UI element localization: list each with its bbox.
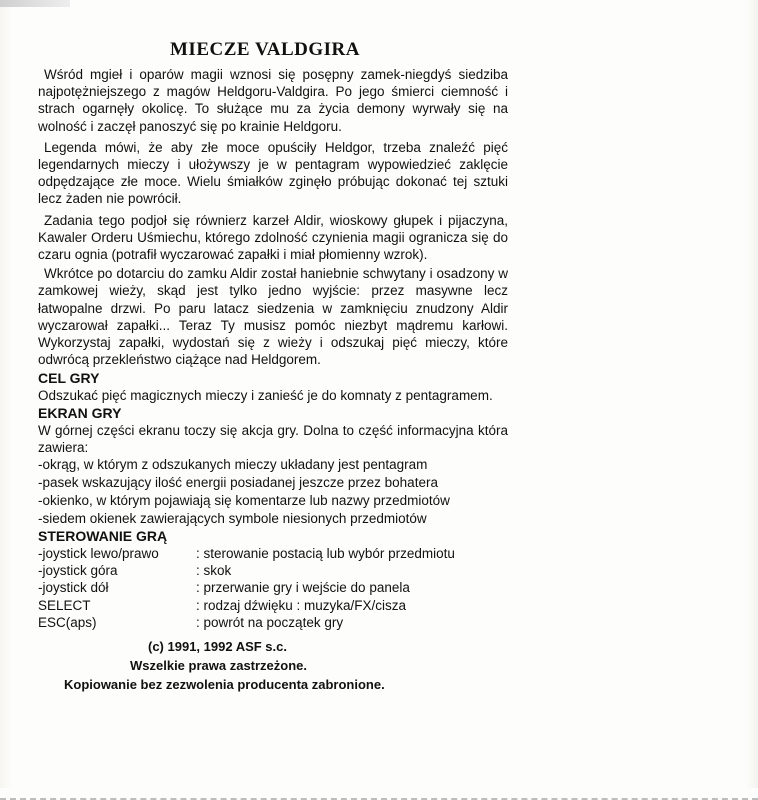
control-row [38, 562, 508, 579]
control-key: -joystick dół [38, 580, 109, 596]
control-desc: : sterowanie postacią lub wybór przedmiotu [196, 546, 455, 562]
screen-item-energy: -pasek wskazujący ilość energii posiadanej jeszcze przez bohatera [38, 475, 438, 491]
screen-heading: EKRAN GRY [38, 404, 122, 421]
controls-heading: STEROWANIE GRĄ [38, 528, 168, 545]
control-key: ESC(aps) [38, 614, 97, 630]
screen-item-inventory: -siedem okienek zawierających symbole niesionych przedmiotów [38, 511, 427, 527]
footer [38, 637, 508, 694]
control-desc: : skok [196, 563, 232, 579]
screen-item-pentagram: -okrąg, w którym z odszukanych mieczy układany jest pentagram [38, 457, 428, 473]
control-key: -joystick lewo/prawo [38, 546, 159, 562]
bottom-edge-decoration [0, 788, 758, 800]
control-row [38, 545, 508, 562]
intro-paragraph-3: Zadania tego podjoł się równierz karzeł Aldir, wioskowy głupek i pijaczyna, Kawaler Orderu Uśmiechu, którego zdolność czynienia magii ogranicza się do czaru ognia (potrafił wyczarować zapałki i miał płomienny wzrok). [38, 212, 508, 263]
intro-paragraph-2: Legenda mówi, że aby złe moce opuściły Heldgor, trzeba znaleźć pięć legendarnych mieczy i ułożywszy je w pentagram wypowiedzieć zaklęcie odpędzające złe moce. Wielu śmiałków zginęło próbując dokonać tej sztuki lecz żaden nie powrócił. [38, 139, 508, 207]
top-edge-decoration [0, 0, 70, 7]
control-row [38, 579, 508, 596]
goal-heading: CEL GRY [38, 370, 100, 387]
control-key: SELECT [38, 597, 91, 613]
copying-notice: Kopiowanie bez zezwolenia producenta zabronione. [64, 677, 385, 693]
intro-paragraph-1: Wśród mgieł i oparów magii wznosi się posępny zamek-niegdyś siedziba najpotężniejszego z magów Heldgoru-Valdgira. Po jego śmierci ciemność i strach ogarnęły okolicę. To służące mu za życia demony wyrwały się na wolność i zaczęł panoszyć się po krainie Heldgoru. [38, 67, 508, 134]
intro-paragraph-4: Wkrótce po dotarciu do zamku Aldir został haniebnie schwytany i osadzony w zamkowej wieży, skąd jest tylko jedno wyjście: przez masywne lecz łatwopalne drzwi. Po paru latacz siedzenia w zamknięciu znudzony Aldir wyczarował zapałki... Teraz Ty musisz pomóc niezbyt mądremu karłowi. Wykorzystaj zapałki, wydostań się z wieży i odszukaj pięć mieczy, które odwrócą przekleństwo ciążące nad Heldgorem. [38, 266, 508, 368]
control-desc: : rodzaj dźwięku : muzyka/FX/cisza [196, 597, 407, 613]
screen-text: W górnej części ekranu toczy się akcja gry. Dolna to część informacyjna która zawiera: [38, 422, 508, 455]
control-row [38, 597, 508, 614]
rights-line: Wszelkie prawa zastrzeżone. [130, 658, 308, 674]
goal-text: Odszukać pięć magicznych mieczy i zanieść je do komnaty z pentagramem. [38, 388, 493, 404]
page-title: MIECZE VALDGIRA [170, 39, 360, 60]
copyright-line: (c) 1991, 1992 ASF s.c. [148, 639, 287, 655]
control-row [38, 614, 508, 631]
screen-item-comments: -okienko, w którym pojawiają się komentarze lub nazwy przedmiotów [38, 493, 450, 509]
instruction-text [38, 38, 508, 694]
control-key: -joystick góra [38, 563, 118, 579]
control-desc: : powrót na początek gry [196, 614, 344, 630]
control-desc: : przerwanie gry i wejście do panela [196, 580, 410, 596]
